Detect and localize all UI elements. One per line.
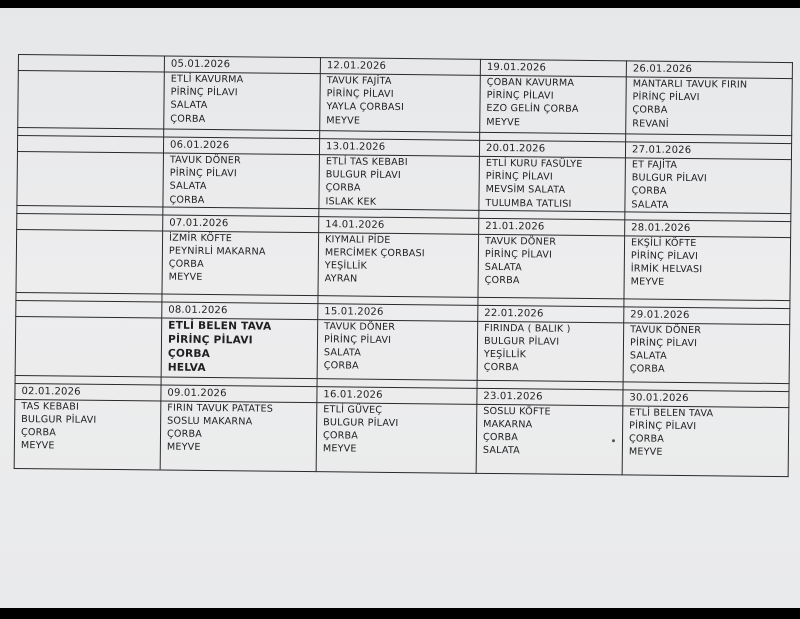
date-cell: 12.01.2026 bbox=[320, 58, 480, 76]
dish-item: TULUMBA TATLISI bbox=[485, 197, 572, 210]
dish-item: ETLİ TAS KEBABI bbox=[325, 156, 408, 169]
dish-cell bbox=[163, 153, 320, 208]
dish-cell bbox=[164, 72, 321, 131]
dish-item: ETLİ KURU FASÜLYE bbox=[485, 157, 583, 170]
date-cell: 20.01.2026 bbox=[479, 140, 625, 158]
dish-item: REVANİ bbox=[632, 118, 669, 130]
dish-item: ÇORBA bbox=[170, 113, 206, 125]
dish-item: ÇORBA bbox=[322, 430, 359, 442]
paper-sheet bbox=[13, 54, 792, 524]
dish-item: YAYLA ÇORBASI bbox=[326, 101, 405, 114]
dish-item: EZO GELİN ÇORBA bbox=[486, 103, 579, 116]
dish-item: BULGUR PİLAVI bbox=[21, 414, 97, 426]
dish-item: ÇORBA bbox=[631, 185, 667, 198]
dish-item: MEYVE bbox=[20, 440, 55, 452]
dish-item: BULGUR PİLAVI bbox=[325, 169, 402, 182]
dish-item: TAVUK DÖNER bbox=[485, 235, 557, 248]
dish-item: EKŞİLİ KÖFTE bbox=[630, 237, 697, 249]
dish-item: SALATA bbox=[629, 350, 668, 363]
date-cell: 22.01.2026 bbox=[478, 305, 624, 323]
dish-item: MEYVE bbox=[168, 272, 203, 284]
dish-item: SALATA bbox=[484, 262, 522, 274]
dish-cell bbox=[479, 156, 626, 211]
dish-cell bbox=[14, 399, 161, 470]
dish-cell bbox=[317, 319, 478, 380]
dish-item: ÇORBA bbox=[483, 362, 519, 374]
dish-item: PİRİNÇ PİLAVI bbox=[167, 333, 253, 347]
dish-item: TAVUK DÖNER bbox=[169, 154, 241, 167]
date-cell bbox=[17, 136, 163, 154]
dish-item: ETLİ BELEN TAVA bbox=[168, 319, 272, 333]
dish-cell bbox=[320, 74, 481, 133]
dish-cell bbox=[625, 158, 792, 214]
dish-item: SALATA bbox=[323, 347, 362, 359]
dish-cell bbox=[16, 229, 163, 294]
dish-item: KIYMALI PİDE bbox=[325, 234, 391, 246]
dish-item: YEŞİLLİK bbox=[483, 349, 527, 361]
date-cell: 05.01.2026 bbox=[164, 56, 320, 74]
dish-item: PİRİNÇ PİLAVI bbox=[630, 250, 699, 263]
dish-item: SALATA bbox=[169, 181, 207, 193]
dish-cell bbox=[624, 236, 791, 301]
dish-row bbox=[18, 71, 793, 136]
dish-cell bbox=[480, 75, 627, 134]
dish-item: ÇORBA bbox=[20, 427, 57, 439]
dish-item: ÇOBAN KAVURMA bbox=[486, 76, 575, 89]
dish-item: SALATA bbox=[170, 100, 208, 112]
dish-item: TAVUK FAJİTA bbox=[326, 75, 392, 87]
dish-item: PİRİNÇ PİLAVI bbox=[484, 248, 553, 261]
dish-item: ETLİ KAVURMA bbox=[170, 73, 244, 86]
dish-item: ÇORBA bbox=[629, 363, 665, 376]
dish-item: TAS KEBABI bbox=[21, 400, 80, 413]
dish-cell bbox=[160, 401, 317, 472]
date-cell: 15.01.2026 bbox=[318, 303, 478, 321]
dish-item: PİRİNÇ PİLAVI bbox=[629, 337, 698, 350]
dish-cell bbox=[477, 321, 624, 382]
dish-item: ÇORBA bbox=[628, 433, 665, 446]
dish-item: MEYVE bbox=[322, 443, 357, 455]
date-cell: 14.01.2026 bbox=[319, 216, 479, 234]
dish-row bbox=[16, 229, 791, 300]
dish-row bbox=[15, 316, 790, 383]
dish-item: PİRİNÇ PİLAVI bbox=[485, 171, 553, 183]
dish-cell bbox=[162, 231, 319, 296]
dish-item: PİRİNÇ PİLAVI bbox=[629, 420, 697, 433]
dish-item: PİRİNÇ PİLAVI bbox=[169, 167, 237, 180]
date-cell: 30.01.2026 bbox=[623, 390, 789, 408]
dish-cell bbox=[18, 71, 165, 130]
dish-item: MANTARLI TAVUK FIRIN bbox=[632, 78, 748, 91]
dish-item: PİRİNÇ PİLAVI bbox=[326, 88, 394, 101]
ink-dot bbox=[612, 439, 615, 442]
dish-item: BULGUR PİLAVI bbox=[631, 172, 708, 185]
dish-row bbox=[14, 399, 789, 476]
dish-row bbox=[17, 151, 792, 213]
dish-item: TAVUK DÖNER bbox=[324, 321, 396, 333]
dish-item: ÇORBA bbox=[632, 104, 668, 117]
dish-item: PİRİNÇ PİLAVI bbox=[632, 91, 700, 104]
dish-item: BULGUR PİLAVI bbox=[483, 335, 560, 348]
dish-item: AYRAN bbox=[324, 273, 358, 285]
dish-item: MEYVE bbox=[486, 116, 521, 128]
dish-item: İZMİR KÖFTE bbox=[169, 232, 233, 245]
dish-item: İRMİK HELVASI bbox=[630, 263, 703, 276]
date-cell bbox=[18, 55, 164, 73]
dish-item: SOSLU MAKARNA bbox=[167, 415, 253, 428]
menu-table-body bbox=[14, 55, 792, 477]
dish-cell bbox=[316, 402, 477, 473]
date-cell: 06.01.2026 bbox=[163, 137, 319, 155]
dish-item: ÇORBA bbox=[169, 194, 205, 206]
dish-item: MEVSİM SALATA bbox=[485, 184, 566, 197]
dish-item: PİRİNÇ PİLAVI bbox=[170, 86, 238, 99]
dish-item: SALATA bbox=[631, 199, 669, 211]
dish-item: ISLAK KEK bbox=[325, 195, 377, 208]
date-cell bbox=[16, 300, 162, 318]
dish-cell bbox=[318, 232, 479, 297]
date-cell: 07.01.2026 bbox=[163, 215, 319, 233]
dish-item: MERCİMEK ÇORBASI bbox=[324, 247, 425, 260]
dish-item: SALATA bbox=[482, 445, 521, 457]
dish-cell bbox=[622, 406, 789, 477]
dish-item: ETLİ GÜVEÇ bbox=[323, 404, 383, 416]
dish-item: ÇORBA bbox=[166, 428, 203, 441]
dish-cell bbox=[478, 234, 625, 299]
dish-item: FIRINDA ( BALIK ) bbox=[484, 322, 571, 335]
dish-cell bbox=[17, 151, 164, 206]
dish-cell bbox=[161, 318, 318, 379]
dish-item: ÇORBA bbox=[167, 347, 211, 361]
dish-item: YEŞİLLİK bbox=[324, 260, 368, 272]
dish-item: MEYVE bbox=[628, 446, 663, 459]
dish-cell bbox=[626, 77, 793, 136]
date-cell: 08.01.2026 bbox=[162, 302, 318, 320]
date-cell: 23.01.2026 bbox=[477, 388, 623, 406]
dish-item: BULGUR PİLAVI bbox=[323, 417, 399, 430]
dish-item: SOSLU KÖFTE bbox=[483, 405, 551, 418]
date-cell: 21.01.2026 bbox=[479, 218, 625, 236]
dish-item: FIRIN TAVUK PATATES bbox=[167, 402, 274, 415]
dish-item: PİRİNÇ PİLAVI bbox=[323, 334, 392, 346]
dish-item: MEYVE bbox=[326, 114, 361, 127]
dish-item: ÇORBA bbox=[484, 275, 520, 287]
date-cell: 27.01.2026 bbox=[625, 142, 791, 160]
dish-item: HELVA bbox=[167, 362, 206, 375]
photo-background bbox=[0, 8, 800, 608]
dish-item: ÇORBA bbox=[482, 432, 519, 444]
dish-item: ÇORBA bbox=[323, 360, 359, 373]
dish-item: PİRİNÇ PİLAVI bbox=[486, 90, 554, 102]
dish-item: PEYNİRLİ MAKARNA bbox=[168, 245, 266, 258]
date-cell: 02.01.2026 bbox=[15, 383, 161, 401]
date-cell: 26.01.2026 bbox=[626, 61, 792, 79]
date-cell: 16.01.2026 bbox=[317, 386, 477, 404]
dish-item: TAVUK DÖNER bbox=[630, 324, 702, 336]
menu-table bbox=[14, 54, 793, 477]
dish-cell bbox=[623, 323, 790, 384]
dish-item: MEYVE bbox=[166, 442, 201, 454]
date-cell: 29.01.2026 bbox=[624, 307, 790, 325]
date-cell bbox=[17, 213, 163, 231]
dish-item: ETLİ BELEN TAVA bbox=[629, 407, 714, 420]
dish-cell bbox=[476, 404, 623, 475]
date-cell: 13.01.2026 bbox=[319, 139, 479, 157]
date-cell: 28.01.2026 bbox=[625, 220, 791, 238]
dish-item: ET FAJİTA bbox=[631, 159, 678, 171]
dish-item: MEYVE bbox=[630, 276, 665, 289]
dish-item: ÇORBA bbox=[325, 182, 361, 195]
dish-item: MAKARNA bbox=[483, 418, 533, 431]
dish-cell bbox=[319, 155, 480, 210]
date-cell: 19.01.2026 bbox=[480, 59, 626, 77]
date-cell: 09.01.2026 bbox=[161, 385, 317, 403]
dish-cell bbox=[15, 316, 162, 377]
dish-item: ÇORBA bbox=[168, 258, 204, 271]
